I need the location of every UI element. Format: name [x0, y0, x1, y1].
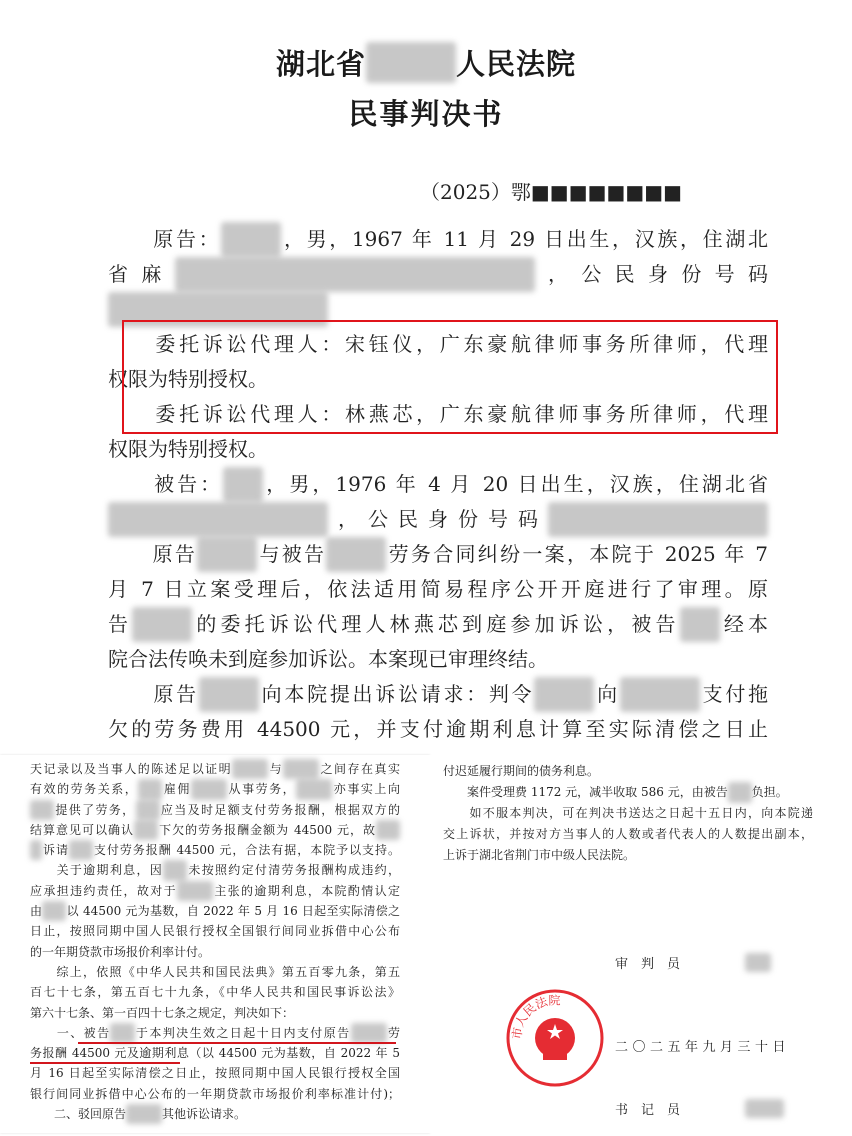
text-segment: 权限为特别授权。	[108, 367, 268, 391]
redacted-text	[191, 779, 227, 799]
text-segment: 权限为特别授权。	[108, 437, 268, 461]
text-segment: 由	[30, 904, 43, 919]
text-line	[108, 712, 768, 747]
text-segment: 原告	[108, 682, 199, 706]
text-line	[30, 860, 400, 880]
text-line	[30, 840, 400, 860]
text-line	[108, 607, 768, 642]
text-segment: 支付拖	[699, 682, 769, 706]
text-segment: 告	[108, 612, 133, 636]
text-line	[108, 502, 768, 537]
text-segment: 结算意见可以确认	[30, 822, 135, 837]
text-segment: 日止，按照同期中国人民银行授权全国银行间同业拆借中心公布	[30, 924, 400, 939]
text-segment: 委托诉讼代理人：林燕芯，广东豪航律师事务所律师，代理	[108, 402, 768, 426]
text-line	[30, 901, 400, 921]
redacted-text	[534, 677, 594, 712]
redacted-text	[728, 782, 752, 803]
text-line	[108, 537, 768, 572]
redacted-text	[620, 677, 700, 712]
text-segment: 的一年期贷款市场报价利率计付。	[30, 944, 211, 959]
redacted-text	[223, 467, 263, 502]
text-segment: ，公民身份号码	[328, 507, 548, 531]
text-line	[30, 1063, 400, 1083]
case-number: （2025）鄂■■■■■■■■	[420, 180, 683, 204]
text-segment: ，男，1976 年 4 月 20 日出生，汉族，住湖北省	[263, 472, 769, 496]
text-segment: ，男，1967 年 11 月 29 日出生，汉族，住湖北	[281, 227, 768, 251]
text-line	[443, 761, 813, 782]
redacted-text	[138, 779, 162, 799]
clerk-label: 书 记 员	[615, 1103, 681, 1118]
text-segment: 原告：	[108, 227, 222, 251]
text-line	[30, 881, 400, 901]
text-line	[443, 803, 813, 824]
text-line	[30, 962, 400, 982]
text-segment: 二、驳回原告	[30, 1107, 127, 1122]
text-segment: 综上，依照《中华人民共和国民法典》第五百零九条，第五	[30, 964, 400, 979]
redacted-text	[376, 820, 400, 840]
redacted-text	[132, 607, 192, 642]
text-segment: 支付劳务报酬 44500 元，合法有据，本院予以支持。	[92, 843, 400, 858]
redacted-text	[42, 901, 66, 921]
redacted-text	[232, 759, 268, 779]
redacted-text	[296, 779, 332, 799]
text-segment: 主张的逾期利息，本院酌情认定	[212, 883, 400, 898]
redacted-text	[680, 607, 720, 642]
text-segment: 原告	[108, 542, 198, 566]
text-segment: 银行间同业拆借中心公布的一年期贷款市场报价利率标准计付)；	[30, 1086, 400, 1101]
text-segment: 劳务合同纠纷一案，本院于 2025 年 7	[386, 542, 769, 566]
text-segment: 未按照约定付清劳务报酬构成违约，	[187, 863, 400, 878]
text-line	[30, 942, 400, 962]
text-line	[108, 467, 768, 502]
text-segment: 委托诉讼代理人：宋钰仪，广东豪航律师事务所律师，代理	[108, 332, 768, 356]
text-segment: 的委托诉讼代理人林燕芯到庭参加诉讼，被告	[192, 612, 680, 636]
redacted-text	[351, 1023, 387, 1043]
redacted-text	[163, 860, 187, 880]
text-segment: 之间存在真实	[319, 762, 400, 776]
text-segment: 人民法院	[456, 47, 577, 81]
text-line	[108, 432, 768, 467]
redacted-text	[745, 1099, 784, 1118]
text-segment: 诉请	[42, 843, 69, 858]
redacted-text	[548, 502, 768, 537]
text-segment: 负担。	[751, 785, 788, 799]
text-segment: 提供了劳务，	[54, 802, 136, 817]
redacted-text	[175, 257, 535, 292]
redacted-text	[108, 502, 328, 537]
document-body	[108, 222, 768, 747]
judge-name	[745, 953, 771, 972]
judgment-date: 二〇二五年九月三十日	[615, 1040, 791, 1055]
excerpt-body-right	[443, 761, 813, 866]
text-segment: 欠的劳务费用 44500 元，并支付逾期利息计算至实际清偿之日止	[108, 717, 768, 741]
text-segment: 院合法传唤未到庭参加诉讼。本案现已审理终结。	[108, 647, 548, 671]
text-segment: ，公民身份号码	[534, 262, 769, 286]
court-seal-icon	[505, 988, 605, 1088]
text-segment: 应当及时足额支付劳务报酬，根据双方的	[159, 802, 400, 817]
text-line	[30, 921, 400, 941]
redacted-text	[197, 537, 257, 572]
text-segment: 月 7 日立案受理后，依法适用简易程序公开开庭进行了审理。原	[108, 577, 768, 601]
text-segment: 于本判决生效之日起十日内支付原告	[134, 1025, 351, 1040]
redacted-text	[69, 840, 93, 860]
redacted-text	[745, 953, 771, 972]
text-segment: 如不服本判决，可在判决书送达之日起十五日内，向本院递	[443, 806, 813, 820]
redacted-text	[136, 800, 160, 820]
text-segment: 交上诉状，并按对方当事人的人数或者代表人的人数提出副本，	[443, 827, 813, 841]
text-line	[108, 222, 768, 257]
text-segment: 百七十七条，第五百七十九条，《中华人民共和国民事诉讼法》	[30, 985, 400, 1000]
text-segment: 从事劳务，	[226, 782, 297, 797]
text-line	[30, 1003, 400, 1023]
text-line	[30, 1084, 400, 1104]
text-line	[443, 824, 813, 845]
text-line	[108, 642, 768, 677]
text-line	[108, 677, 768, 712]
svg-text:市人民法院: 市人民法院	[509, 993, 561, 1041]
highlight-box-attorneys	[122, 320, 778, 434]
redacted-text	[326, 537, 386, 572]
redacted-text	[126, 1104, 162, 1124]
excerpt-panel-right	[430, 755, 852, 1133]
redacted-text	[177, 881, 213, 901]
text-segment: 经本	[719, 612, 769, 636]
text-segment: 与	[268, 762, 284, 776]
excerpt-body-left	[30, 759, 400, 1124]
text-line	[108, 572, 768, 607]
redacted-text	[110, 1023, 134, 1043]
text-segment: 与被告	[257, 542, 327, 566]
text-segment: 被告：	[108, 472, 224, 496]
text-segment: 有效的劳务关系，	[30, 782, 139, 797]
text-segment: 上诉于湖北省荆门市中级人民法院。	[443, 848, 636, 862]
excerpt-panel-left	[0, 755, 430, 1133]
text-segment: 关于逾期利息，因	[30, 863, 164, 878]
text-line	[30, 1043, 400, 1063]
text-segment: 下欠的劳务报酬金额为 44500 元，故	[158, 822, 376, 837]
text-segment: 亦事实上向	[332, 782, 400, 797]
text-segment: 天记录以及当事人的陈述足以证明	[30, 762, 233, 776]
text-line	[443, 782, 813, 803]
text-line	[30, 982, 400, 1002]
red-underline	[30, 1062, 180, 1064]
clerk-name	[745, 1099, 784, 1118]
redacted-text	[283, 759, 319, 779]
redacted-text	[134, 820, 158, 840]
text-segment: 以 44500 元为基数，自 2022 年 5 月 16 日起至实际清偿之	[66, 904, 400, 919]
text-segment: 湖北省	[275, 47, 366, 81]
document-type: 民事判决书	[348, 97, 504, 131]
redacted-text	[30, 840, 42, 860]
text-segment: 月 16 日起至实际清偿之日止，按照同期中国人民银行授权全国	[30, 1066, 400, 1081]
redacted-text	[221, 222, 281, 257]
redacted-text	[30, 800, 54, 820]
text-segment: 应承担违约责任，故对于	[30, 883, 177, 898]
text-segment: 第六十七条、第一百四十七条之规定，判决如下：	[30, 1005, 295, 1020]
redacted-text	[366, 42, 456, 83]
text-segment: 一、被告	[30, 1025, 111, 1040]
text-segment: 务报酬 44500 元及逾期利息（以 44500 元为基数，自 2022 年 5	[30, 1046, 400, 1061]
text-segment: 雇佣	[162, 782, 191, 797]
text-segment: 省麻	[108, 262, 175, 286]
text-segment: 案件受理费 1172 元，减半收取 586 元，由被告	[443, 785, 728, 799]
judge-label: 审 判 员	[615, 957, 681, 972]
court-name	[0, 42, 852, 83]
text-line	[30, 1023, 400, 1043]
text-segment: 劳	[386, 1025, 400, 1040]
text-line	[30, 779, 400, 799]
text-segment: 其他诉讼请求。	[162, 1107, 247, 1122]
redacted-text	[199, 677, 259, 712]
text-line	[30, 820, 400, 840]
text-line	[30, 759, 400, 779]
red-underline	[78, 1042, 396, 1044]
text-segment: 向本院提出诉讼请求：判令	[258, 682, 535, 706]
text-line	[30, 800, 400, 820]
text-line	[30, 1104, 400, 1124]
text-segment: 付迟延履行期间的债务利息。	[443, 764, 600, 778]
text-line	[443, 845, 813, 866]
text-line	[108, 257, 768, 292]
text-segment: 向	[594, 682, 620, 706]
